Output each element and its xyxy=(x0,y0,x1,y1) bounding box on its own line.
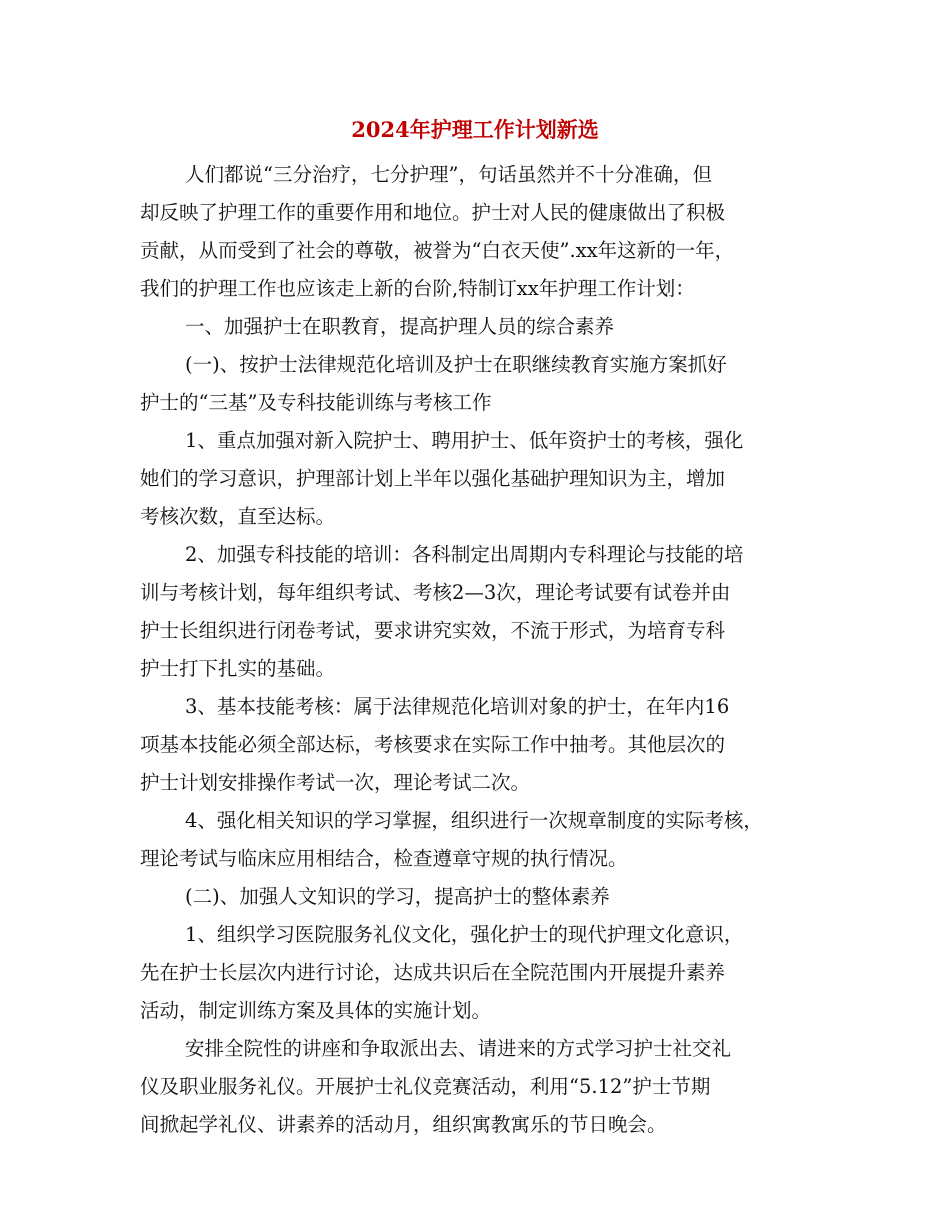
text-line: 训与考核计划，每年组织考试、考核2—3次，理论考试要有试卷并由 xyxy=(140,581,731,604)
text-line: 护士计划安排操作考试一次，理论考试二次。 xyxy=(140,771,531,794)
text-line: 人们都说“三分治疗，七分护理”，句话虽然并不十分准确，但 xyxy=(185,163,712,186)
text-line: 安排全院性的讲座和争取派出去、请进来的方式学习护士社交礼 xyxy=(185,1037,732,1060)
document-body xyxy=(140,156,830,1144)
text-line: 仪及职业服务礼仪。开展护士礼仪竞赛活动，利用“5.12”护士节期 xyxy=(140,1075,711,1098)
text-line: 护士打下扎实的基础。 xyxy=(140,657,336,680)
text-line: 1、重点加强对新入院护士、聘用护士、低年资护士的考核，强化 xyxy=(185,429,744,452)
paragraph xyxy=(140,156,830,308)
paragraph xyxy=(140,536,830,688)
text-line: (二)、加强人文知识的学习，提高护士的整体素养 xyxy=(185,885,610,908)
text-line: 却反映了护理工作的重要作用和地位。护士对人民的健康做出了积极 xyxy=(140,201,726,224)
text-line: 间掀起学礼仪、讲素养的活动月，组织寓教寓乐的节日晚会。 xyxy=(140,1113,667,1136)
subsection-heading xyxy=(140,878,830,916)
text-line: 护士长组织进行闭卷考试，要求讲究实效，不流于形式，为培育专科 xyxy=(140,619,726,642)
text-line: 2、加强专科技能的培训：各科制定出周期内专科理论与技能的培 xyxy=(185,543,744,566)
text-line: 4、强化相关知识的学习掌握，组织进行一次规章制度的实际考核， xyxy=(185,809,763,832)
text-line: 护士的“三基”及专科技能训练与考核工作 xyxy=(140,391,492,414)
paragraph xyxy=(140,1030,830,1144)
paragraph xyxy=(140,802,830,878)
text-line: 贡献，从而受到了社会的尊敬，被誉为“白衣天使”.xx年这新的一年， xyxy=(140,239,735,262)
document-title: 2024年护理工作计划新选 xyxy=(351,117,599,142)
text-line: 先在护士长层次内进行讨论，达成共识后在全院范围内开展提升素养 xyxy=(140,961,726,984)
text-line: 一、加强护士在职教育，提高护理人员的综合素养 xyxy=(185,315,615,338)
text-line: (一)、按护士法律规范化培训及护士在职继续教育实施方案抓好 xyxy=(185,353,727,376)
subsection-heading xyxy=(140,346,830,422)
text-line: 理论考试与临床应用相结合，检查遵章守规的执行情况。 xyxy=(140,847,628,870)
text-line: 她们的学习意识，护理部计划上半年以强化基础护理知识为主，增加 xyxy=(140,467,726,490)
text-line: 1、组织学习医院服务礼仪文化，强化护士的现代护理文化意识， xyxy=(185,923,744,946)
section-heading xyxy=(140,308,830,346)
paragraph xyxy=(140,422,830,536)
text-line: 活动，制定训练方案及具体的实施计划。 xyxy=(140,999,492,1022)
text-line: 考核次数，直至达标。 xyxy=(140,505,336,528)
text-line: 3、基本技能考核：属于法律规范化培训对象的护士，在年内16 xyxy=(185,695,730,718)
paragraph xyxy=(140,916,830,1030)
text-line: 项基本技能必须全部达标，考核要求在实际工作中抽考。其他层次的 xyxy=(140,733,726,756)
paragraph xyxy=(140,688,830,802)
text-line: 我们的护理工作也应该走上新的台阶,特制订xx年护理工作计划： xyxy=(140,277,695,300)
